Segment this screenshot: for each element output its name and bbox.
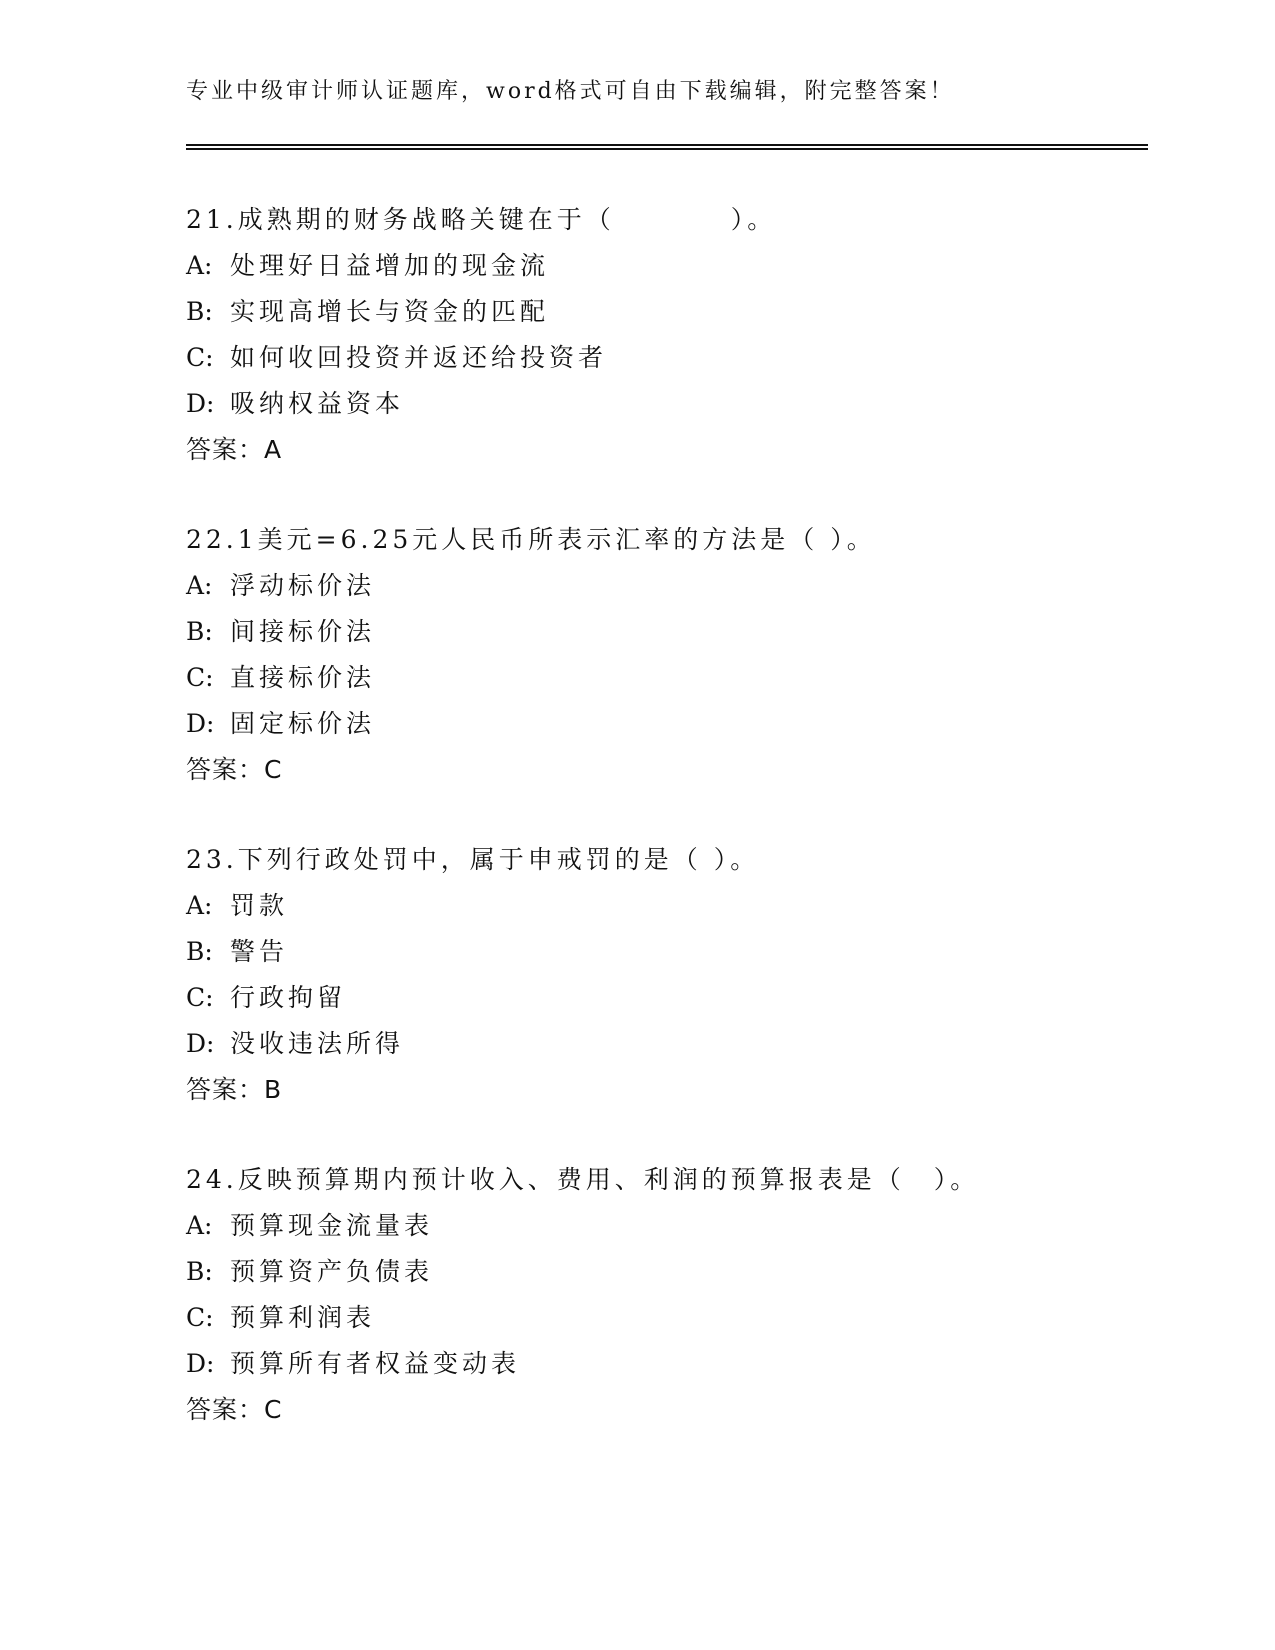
- question-stem: 22.1美元=6.25元人民币所表示汇率的方法是（ ）。: [186, 525, 876, 554]
- option-a: [186, 243, 1146, 289]
- option-d: [186, 1021, 1146, 1067]
- option-letter: A:: [186, 1211, 213, 1240]
- option-letter: B:: [186, 937, 213, 966]
- question-21: [186, 197, 1146, 473]
- option-letter: C:: [186, 983, 214, 1012]
- option-letter: C:: [186, 663, 214, 692]
- option-letter: C:: [186, 343, 214, 372]
- answer-label: 答案：A: [186, 435, 283, 464]
- option-letter: B:: [186, 297, 213, 326]
- option-text: 预算资产负债表: [230, 1257, 434, 1286]
- option-d: [186, 381, 1146, 427]
- option-text: 固定标价法: [230, 709, 376, 738]
- option-text: 没收违法所得: [230, 1029, 405, 1058]
- option-letter: B:: [186, 617, 213, 646]
- option-letter: D:: [186, 709, 215, 738]
- option-a: [186, 563, 1146, 609]
- option-b: [186, 289, 1146, 335]
- option-text: 如何收回投资并返还给投资者: [230, 343, 608, 372]
- question-22: [186, 517, 1146, 793]
- option-d: [186, 701, 1146, 747]
- question-23: [186, 837, 1146, 1113]
- option-text: 罚款: [230, 891, 289, 920]
- option-text: 吸纳权益资本: [230, 389, 405, 418]
- option-letter: A:: [186, 891, 213, 920]
- option-letter: C:: [186, 1303, 214, 1332]
- page-header-text: 专业中级审计师认证题库，word格式可自由下载编辑，附完整答案！: [186, 79, 955, 104]
- option-c: [186, 975, 1146, 1021]
- option-c: [186, 335, 1146, 381]
- option-b: [186, 1249, 1146, 1295]
- option-text: 行政拘留: [230, 983, 347, 1012]
- option-a: [186, 1203, 1146, 1249]
- option-b: [186, 609, 1146, 655]
- question-24: [186, 1157, 1146, 1433]
- question-stem: 21.成熟期的财务战略关键在于（ ）。: [186, 205, 777, 234]
- option-text: 预算现金流量表: [230, 1211, 434, 1240]
- option-text: 间接标价法: [230, 617, 376, 646]
- answer-label: 答案：B: [186, 1075, 283, 1104]
- option-c: [186, 655, 1146, 701]
- option-letter: B:: [186, 1257, 213, 1286]
- answer-label: 答案：C: [186, 755, 283, 784]
- option-b: [186, 929, 1146, 975]
- option-letter: D:: [186, 389, 215, 418]
- option-text: 警告: [230, 937, 289, 966]
- question-stem: 24.反映预算期内预计收入、费用、利润的预算报表是（ ）。: [186, 1165, 980, 1194]
- option-text: 预算利润表: [230, 1303, 376, 1332]
- option-text: 直接标价法: [230, 663, 376, 692]
- option-text: 处理好日益增加的现金流: [230, 251, 550, 280]
- header-divider: [186, 144, 1148, 150]
- option-text: 浮动标价法: [230, 571, 376, 600]
- option-c: [186, 1295, 1146, 1341]
- option-a: [186, 883, 1146, 929]
- answer-label: 答案：C: [186, 1395, 283, 1424]
- option-letter: D:: [186, 1029, 215, 1058]
- option-text: 实现高增长与资金的匹配: [230, 297, 550, 326]
- question-stem: 23.下列行政处罚中，属于申戒罚的是（ ）。: [186, 845, 760, 874]
- option-letter: A:: [186, 571, 213, 600]
- option-letter: A:: [186, 251, 213, 280]
- option-letter: D:: [186, 1349, 215, 1378]
- option-text: 预算所有者权益变动表: [230, 1349, 521, 1378]
- option-d: [186, 1341, 1146, 1387]
